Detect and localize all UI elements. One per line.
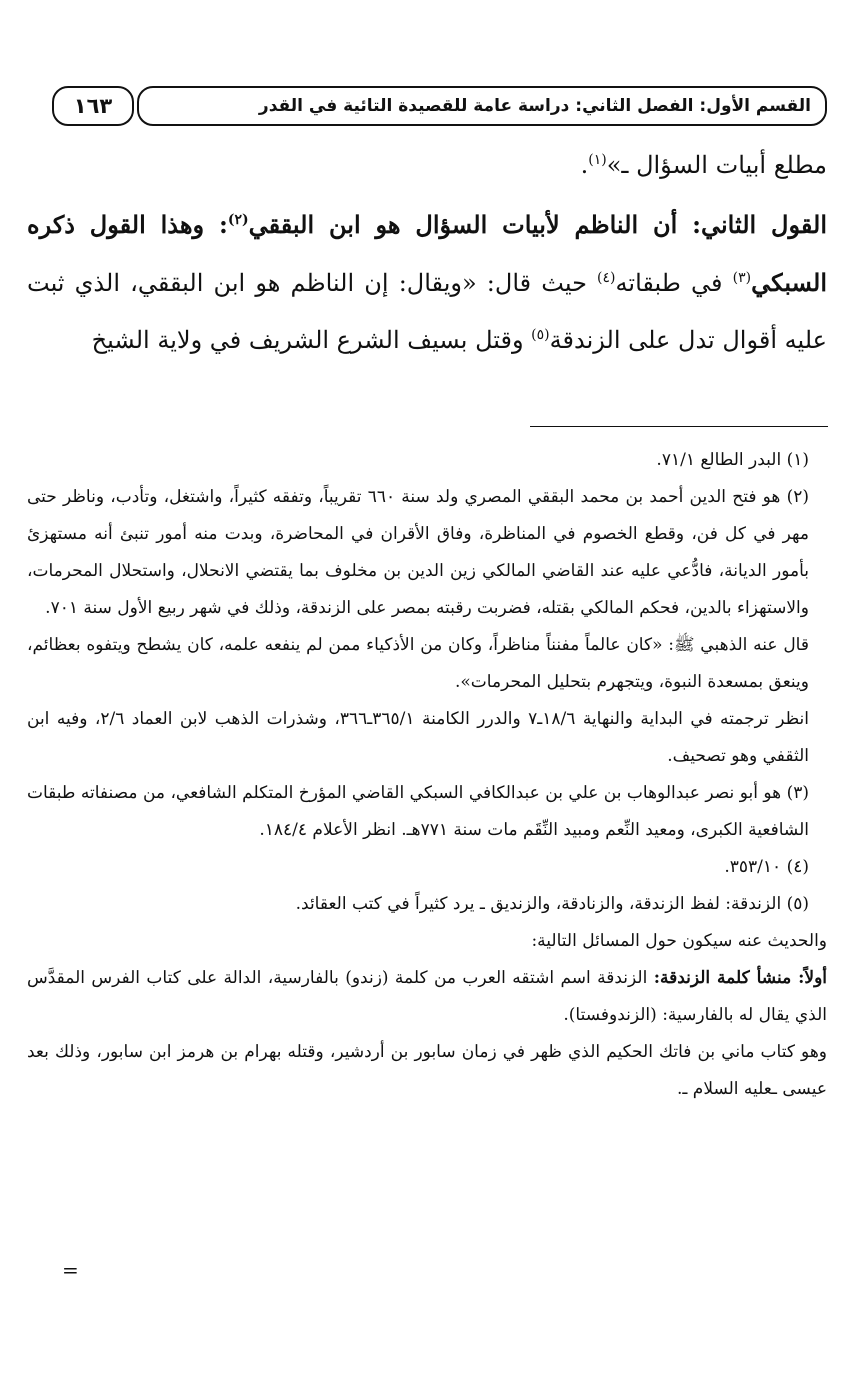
footnote-5-mani: وهو كتاب ماني بن فاتك الحكيم الذي ظهر في زمان سابور بن أردشير، وقتله بهرام بن هرمز ابن سابور، وذلك بعد عيسى ـعليه السلام ـ. (27, 1042, 827, 1099)
main-line-1-end: . (580, 151, 589, 179)
footnote-5: (٥) الزندقة: لفظ الزندقة، والزنادقة، والزنديق ـ يرد كثيراً في كتب العقائد. (295, 894, 809, 914)
page-number: ١٦٣ (52, 86, 134, 126)
main-paragraph (27, 196, 827, 369)
footnote-ref-4: (٤) (597, 270, 616, 286)
header-title: القسم الأول: الفصل الثاني: دراسة عامة للقصيدة التائية في القدر (137, 86, 827, 126)
footnote-ref-5: (٥) (531, 327, 550, 343)
para-cont-2: في طبقاته (615, 269, 733, 297)
footnote-4: (٤) ٣٥٣/١٠. (724, 857, 809, 877)
footnote-ref-2: (٢) (227, 212, 249, 228)
footnote-2: (٢) هو فتح الدين أحمد بن محمد البققي المصري ولد سنة ٦٦٠ تقريباً، وتفقه كثيراً، واشتغل، وتأدب، وناظر حتى مهر في كل فن، وقطع الخصوم في المناظرة، وفاق الأقران في المحاضرة، وبدت منه أمور تنبئ أنه مستهزئ بأمور الديانة، فادُّعي عليه عند القاضي المالكي زين الدين بن مخلوف بما يقتضي الانحلال، واستحلال المحرمات، والاستهزاء بالدين، فحكم المالكي بقتله، فضربت رقبته بمصر على الزندقة، وذلك في شهر ربيع الأول سنة ٧٠١. (27, 487, 809, 618)
second-opinion-heading: القول الثاني: أن الناظم لأبيات السؤال هو ابن البققي (248, 210, 828, 239)
para-cont-4: وقتل بسيف الشرع الشريف في ولاية الشيخ (91, 326, 532, 354)
running-header (52, 86, 827, 130)
main-line-1-text: مطلع أبيات السؤال ـ» (606, 151, 827, 179)
footnote-separator (530, 426, 828, 427)
footnote-ref-1: (١) (588, 152, 607, 168)
footnote-ref-3: (٣) (732, 270, 752, 286)
footnote-5-first (27, 960, 827, 1034)
footnote-5-intro: والحديث عنه سيكون حول المسائل التالية: (531, 931, 827, 951)
footnote-5-first-heading: أولاً: منشأ كلمة الزندقة: (653, 968, 828, 988)
footnote-1: (١) البدر الطالع ٧١/١. (656, 450, 809, 470)
footnote-5-first-text: الزندقة اسم اشتقه العرب من كلمة (زندو) بالفارسية، الدالة على كتاب الفرس المقدَّس الذي يقال له بالفارسية: (الزندوفستا). (27, 968, 827, 1025)
para-cont-1: : وهذا القول ذكره السبكي (27, 210, 827, 297)
main-line-1 (27, 136, 827, 194)
footnotes (27, 442, 827, 1108)
para-cont-3: حيث قال: «ويقال: إن الناظم هو ابن البققي، الذي ثبت عليه أقوال تدل على الزندقة (27, 269, 827, 354)
footnote-3: (٣) هو أبو نصر عبدالوهاب بن علي بن عبدالكافي السبكي القاضي المؤرخ المتكلم الشافعي، من مصنفاته طبقات الشافعية الكبرى، ومعيد النِّعم ومبيد النِّقَم مات سنة ٧٧١هـ. انظر الأعلام ١٨٤/٤. (27, 783, 809, 840)
footnote-2-dhahabi: قال عنه الذهبي ﷺ: «كان عالماً مفنناً مناظراً، وكان من الأذكياء ممن لم ينفعه علمه، كان يشطح ويتفوه بعظائم، وينعق بمسعدة النبوة، ويتجهرم بتحليل المحرمات». (27, 635, 809, 692)
continuation-mark: = (62, 1258, 79, 1282)
footnote-2-refs: انظر ترجمته في البداية والنهاية ١٨/٦ـ٧ والدرر الكامنة ٣٦٥/١ـ٣٦٦، وشذرات الذهب لابن العماد ٢/٦، وفيه ابن الثقفي وهو تصحيف. (27, 709, 809, 766)
